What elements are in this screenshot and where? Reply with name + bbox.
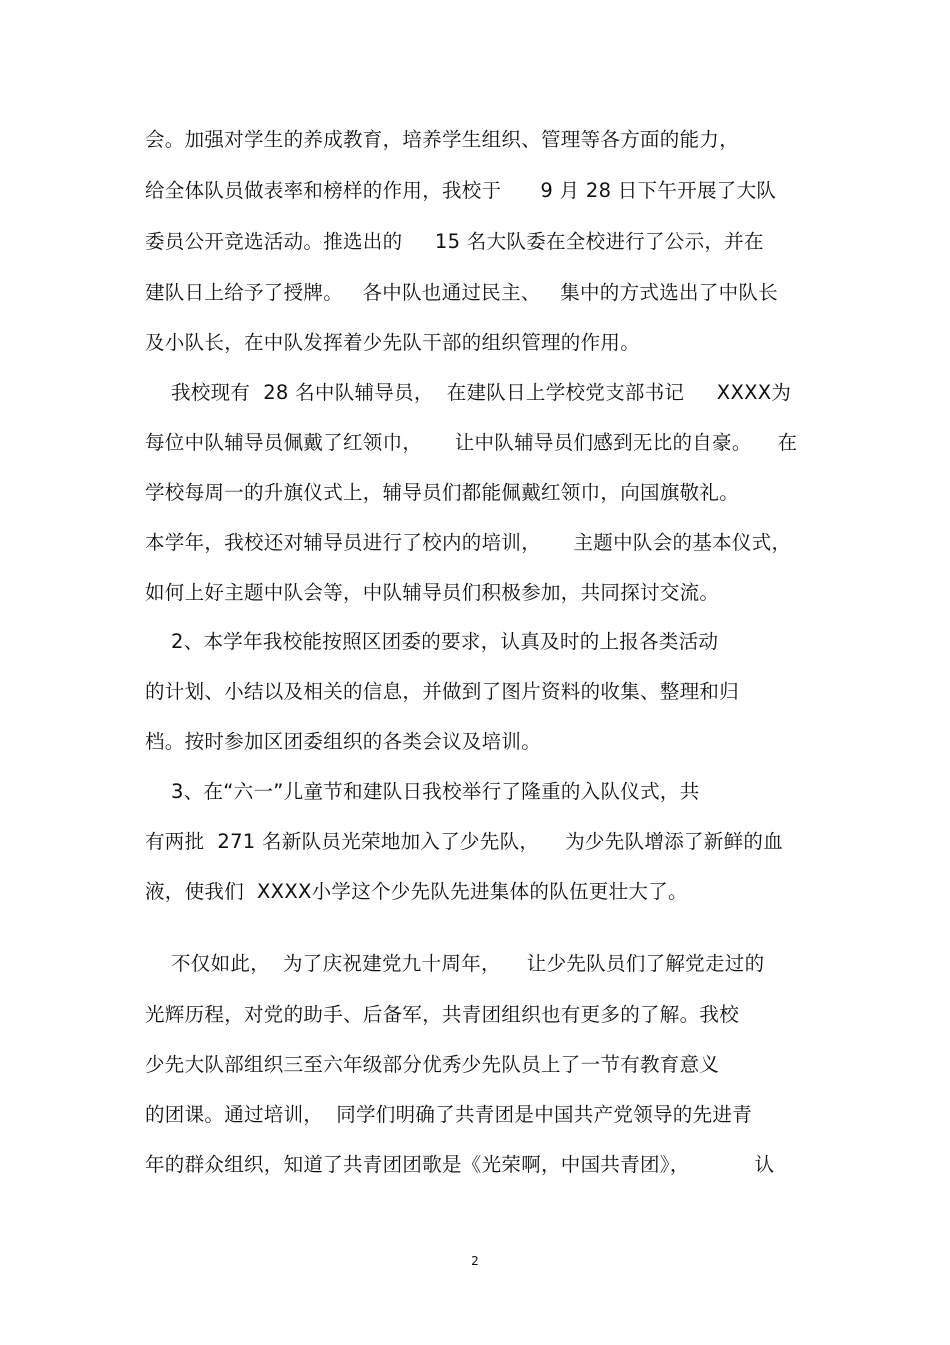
body-text-line: 光辉历程，对党的助手、后备军，共青团组织也有更多的了解。我校 xyxy=(145,1003,740,1026)
body-text-line: 及小队长，在中队发挥着少先队干部的组织管理的作用。 xyxy=(145,331,641,354)
body-text-line: 如何上好主题中队会等，中队辅导员们积极参加，共同探讨交流。 xyxy=(145,581,720,604)
body-text-line: 建队日上给予了授牌。 各中队也通过民主、 集中的方式选出了中队长 xyxy=(145,281,778,304)
body-text-line: 会。加强对学生的养成教育，培养学生组织、管理等各方面的能力， xyxy=(145,128,740,151)
body-text-line: 3、在“六一”儿童节和建队日我校举行了隆重的入队仪式，共 xyxy=(145,780,700,803)
body-text-line: 有两批 271 名新队员光荣地加入了少先队， 为少先队增添了新鲜的血 xyxy=(145,830,784,853)
body-text-line: 委员公开竞选活动。推选出的 15 名大队委在全校进行了公示，并在 xyxy=(145,230,764,253)
body-text-line: 本学年，我校还对辅导员进行了校内的培训， 主题中队会的基本仪式， xyxy=(145,531,792,554)
body-text-line: 我校现有 28 名中队辅导员， 在建队日上学校党支部书记 XXXX为 xyxy=(145,381,792,404)
body-text-line: 少先大队部组织三至六年级部分优秀少先队员上了一节有教育意义 xyxy=(145,1053,720,1076)
body-text-line: 2、本学年我校能按照区团委的要求，认真及时的上报各类活动 xyxy=(145,630,719,653)
body-text-line: 不仅如此， 为了庆祝建党九十周年， 让少先队员们了解党走过的 xyxy=(145,952,765,975)
body-text-line: 的计划、小结以及相关的信息，并做到了图片资料的收集、整理和归 xyxy=(145,680,740,703)
body-text-line: 学校每周一的升旗仪式上，辅导员们都能佩戴红领巾，向国旗敬礼。 xyxy=(145,481,740,504)
body-text-line: 每位中队辅导员佩戴了红领巾， 让中队辅导员们感到无比的自豪。 在 xyxy=(145,431,798,454)
body-text-line: 的团课。通过培训， 同学们明确了共青团是中国共产党领导的先进青 xyxy=(145,1103,752,1126)
body-text-line: 给全体队员做表率和榜样的作用，我校于 9 月 28 日下午开展了大队 xyxy=(145,179,777,202)
body-text-line: 液，使我们 XXXX小学这个少先队先进集体的队伍更壮大了。 xyxy=(145,880,688,903)
body-text-line: 档。按时参加区团委组织的各类会议及培训。 xyxy=(145,730,542,753)
page-number: 2 xyxy=(471,1254,479,1268)
body-text-line: 年的群众组织，知道了共青团团歌是《光荣啊，中国共青团》， 认 xyxy=(145,1153,775,1176)
